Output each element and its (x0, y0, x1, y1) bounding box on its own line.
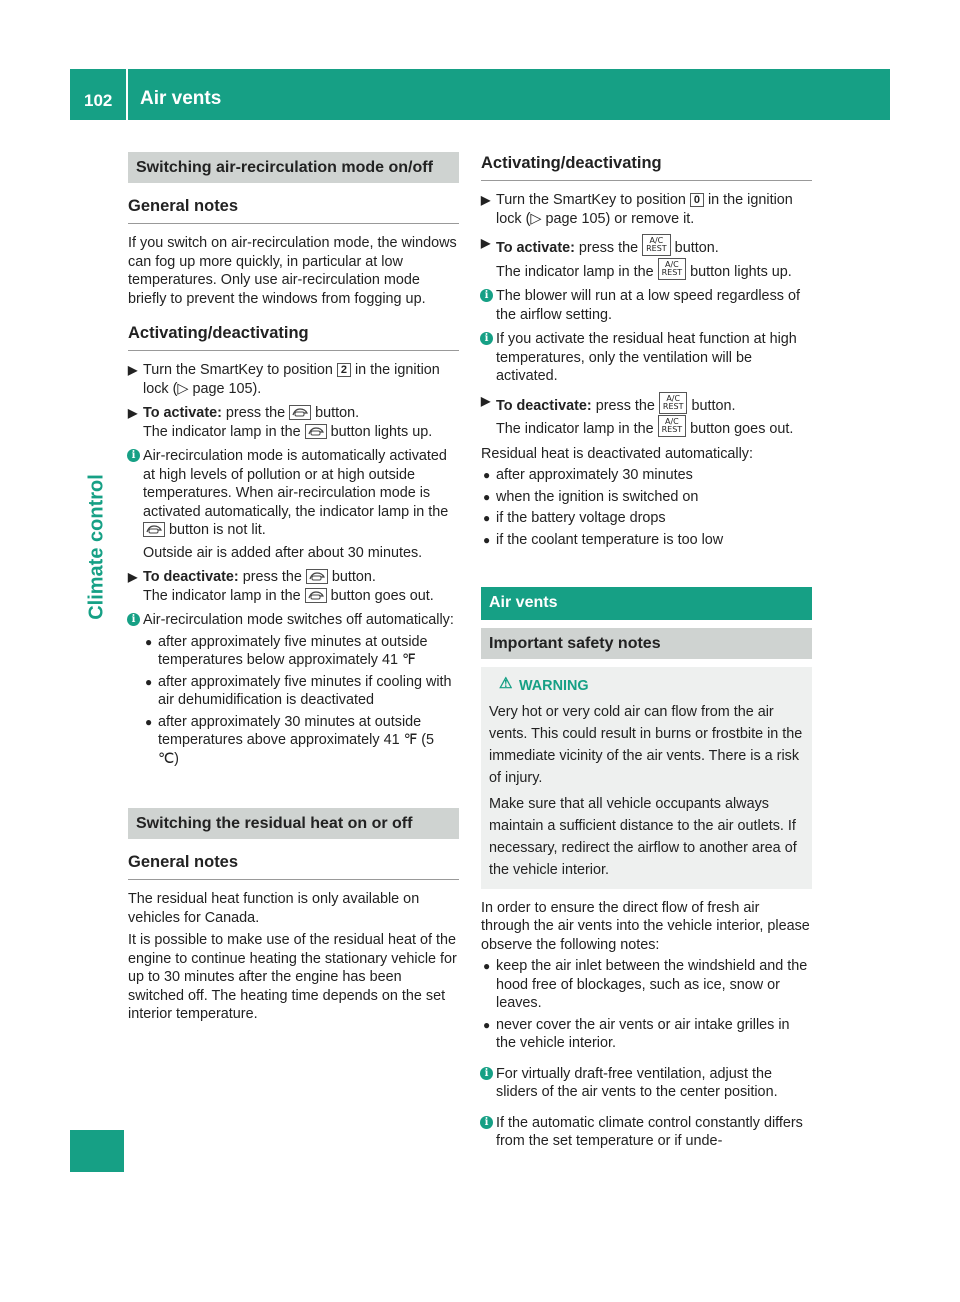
air-recirculation-icon (305, 424, 327, 439)
list-item: ● if the battery voltage drops (483, 510, 666, 526)
step-deactivate-residual: ▶ To deactivate: press the A/C REST button. The indicator lamp in the A/C REST button goes out. (481, 393, 794, 437)
list-item: ● if the coolant temperature is too low (483, 531, 724, 548)
info-icon: i (127, 449, 140, 462)
info-icon: i (480, 289, 493, 302)
air-recirculation-icon (305, 588, 327, 603)
ac-rest-icon: A/C REST (642, 234, 671, 256)
warning-box (481, 667, 812, 889)
section-heading-recirculation: Switching air-recirculation mode on/off (128, 152, 459, 183)
step-activate: ▶ To activate: press the button. The indicator lamp in the button lights up. (128, 405, 433, 440)
info-high-temp: i If you activate the residual heat function at high temperatures, only the ventilation will be activated. (481, 330, 812, 386)
subheading-activating: Activating/deactivating (128, 322, 459, 351)
section-heading-safety: Important safety notes (481, 628, 812, 659)
list-item: ● after approximately 30 minutes at outside temperatures above approximately 41 ℉ (5 ℃) (145, 713, 435, 767)
paragraph-residual-1: The residual heat function is only available on vehicles for Canada. (128, 891, 420, 926)
air-recirculation-icon (143, 522, 165, 537)
info-climate-control: i If the automatic climate control constantly differs from the set temperature or if unde- (481, 1114, 812, 1151)
side-tab (70, 122, 124, 1172)
triangle-right-icon: ▶ (128, 363, 138, 377)
section-heading-air-vents: Air vents (481, 587, 812, 620)
info-icon: i (480, 332, 493, 345)
info-auto-activation: i Air-recirculation mode is automatically activated at high levels of pollution or at high outside temperatures. When air-recirculation mode is activated automatically, the indicator lamp in the button is not lit. Outside air is added after about 30 minutes. (128, 447, 459, 562)
warning-title: ⚠ WARNING (499, 674, 589, 694)
warning-paragraph-2: Make sure that all vehicle occupants always maintain a sufficient distance to the air outlets. If necessary, redirect the airflow to another area of the vehicle interior. (489, 795, 797, 878)
paragraph-auto-deactivate: Residual heat is deactivated automatically: (481, 445, 753, 462)
list-item: ● after approximately five minutes if cooling with air dehumidification is deactivated (145, 673, 452, 708)
subheading-activating-2: Activating/deactivating (481, 152, 812, 181)
triangle-right-icon: ▶ (481, 393, 491, 408)
info-draft-free: i For virtually draft-free ventilation, adjust the sliders of the air vents to the center position. (481, 1065, 812, 1102)
side-tab-marker (70, 1130, 124, 1172)
info-icon: i (127, 613, 140, 626)
warning-triangle-icon: ⚠ (499, 674, 513, 692)
triangle-right-icon: ▶ (128, 406, 138, 420)
ac-rest-icon: A/C REST (658, 258, 687, 280)
triangle-right-icon: ▶ (128, 570, 138, 584)
header-title: Air vents (140, 88, 222, 109)
paragraph-flow-intro: In order to ensure the direct flow of fresh air through the air vents into the vehicle interior, please observe the following notes: (481, 899, 810, 953)
air-recirculation-icon (306, 569, 328, 584)
list-item: ● after approximately five minutes at outside temperatures below approximately 41 ℉ (145, 633, 428, 668)
key-position-icon: 0 (690, 193, 704, 207)
step-activate-residual: ▶ To activate: press the A/C REST button. The indicator lamp in the A/C REST button lights up. (481, 236, 792, 280)
triangle-right-icon: ▶ (481, 193, 491, 207)
subheading-general-notes: General notes (128, 195, 459, 224)
left-column (128, 152, 459, 1024)
subheading-general-notes-2: General notes (128, 851, 459, 880)
list-item: ● never cover the air vents or air intake grilles in the vehicle interior. (483, 1016, 790, 1051)
paragraph-recirc-intro: If you switch on air-recirculation mode, the windows can fog up more quickly, in particular at low temperatures. Only use air-recirculation mode briefly to prevent the windows from fogging up. (128, 235, 457, 307)
warning-paragraph-1: Very hot or very cold air can flow from the air vents. This could result in burns or frostbite in the immediate vicinity of the air vents. There is a risk of injury. (489, 703, 803, 786)
paragraph-residual-2: It is possible to make use of the residual heat of the engine to continue heating the stationary vehicle for up to 30 minutes after the engine has been switched off. The heating time depends on the set interior temperature. (128, 932, 457, 1022)
info-blower: i The blower will run at a low speed regardless of the airflow setting. (481, 287, 812, 324)
list-item: ● when the ignition is switched on (483, 488, 699, 505)
ac-rest-icon: A/C REST (659, 392, 688, 414)
header-divider (126, 69, 128, 120)
triangle-right-icon: ▶ (481, 236, 491, 250)
info-icon: i (480, 1116, 493, 1129)
page-number: 102 (84, 91, 113, 110)
list-item: ● after approximately 30 minutes (483, 467, 693, 483)
section-heading-residual: Switching the residual heat on or off (128, 808, 459, 839)
info-auto-off: i Air-recirculation mode switches off automatically: ● after approximately five minutes at outside temperatures below approximately 41 ℉ ● after approximately five minutes if cooling with air dehumidification is deactivated ● after approximately 30 minutes at outside temperatures above approximately 41 ℉ (5 ℃) (128, 611, 459, 768)
key-position-icon: 2 (337, 363, 351, 377)
list-item: ● keep the air inlet between the windshield and the hood free of blockages, such as ice, snow or leaves. (483, 958, 808, 1011)
info-icon: i (480, 1067, 493, 1080)
step-turn-key-0: ▶ Turn the SmartKey to position 0 in the ignition lock (▷ page 105) or remove it. (481, 192, 793, 227)
info-outside-air: Outside air is added after about 30 minutes. (143, 544, 423, 561)
right-column (481, 152, 812, 1151)
air-recirculation-icon (289, 405, 311, 420)
step-deactivate: ▶ To deactivate: press the button. The indicator lamp in the button goes out. (128, 569, 434, 604)
side-tab-label: Climate control (85, 474, 108, 620)
step-turn-key: ▶ Turn the SmartKey to position 2 in the ignition lock (▷ page 105). (128, 362, 440, 397)
page-reference-link[interactable]: page 105 (545, 210, 606, 227)
ac-rest-icon: A/C REST (658, 415, 687, 437)
page-reference-link[interactable]: page 105 (192, 380, 253, 397)
